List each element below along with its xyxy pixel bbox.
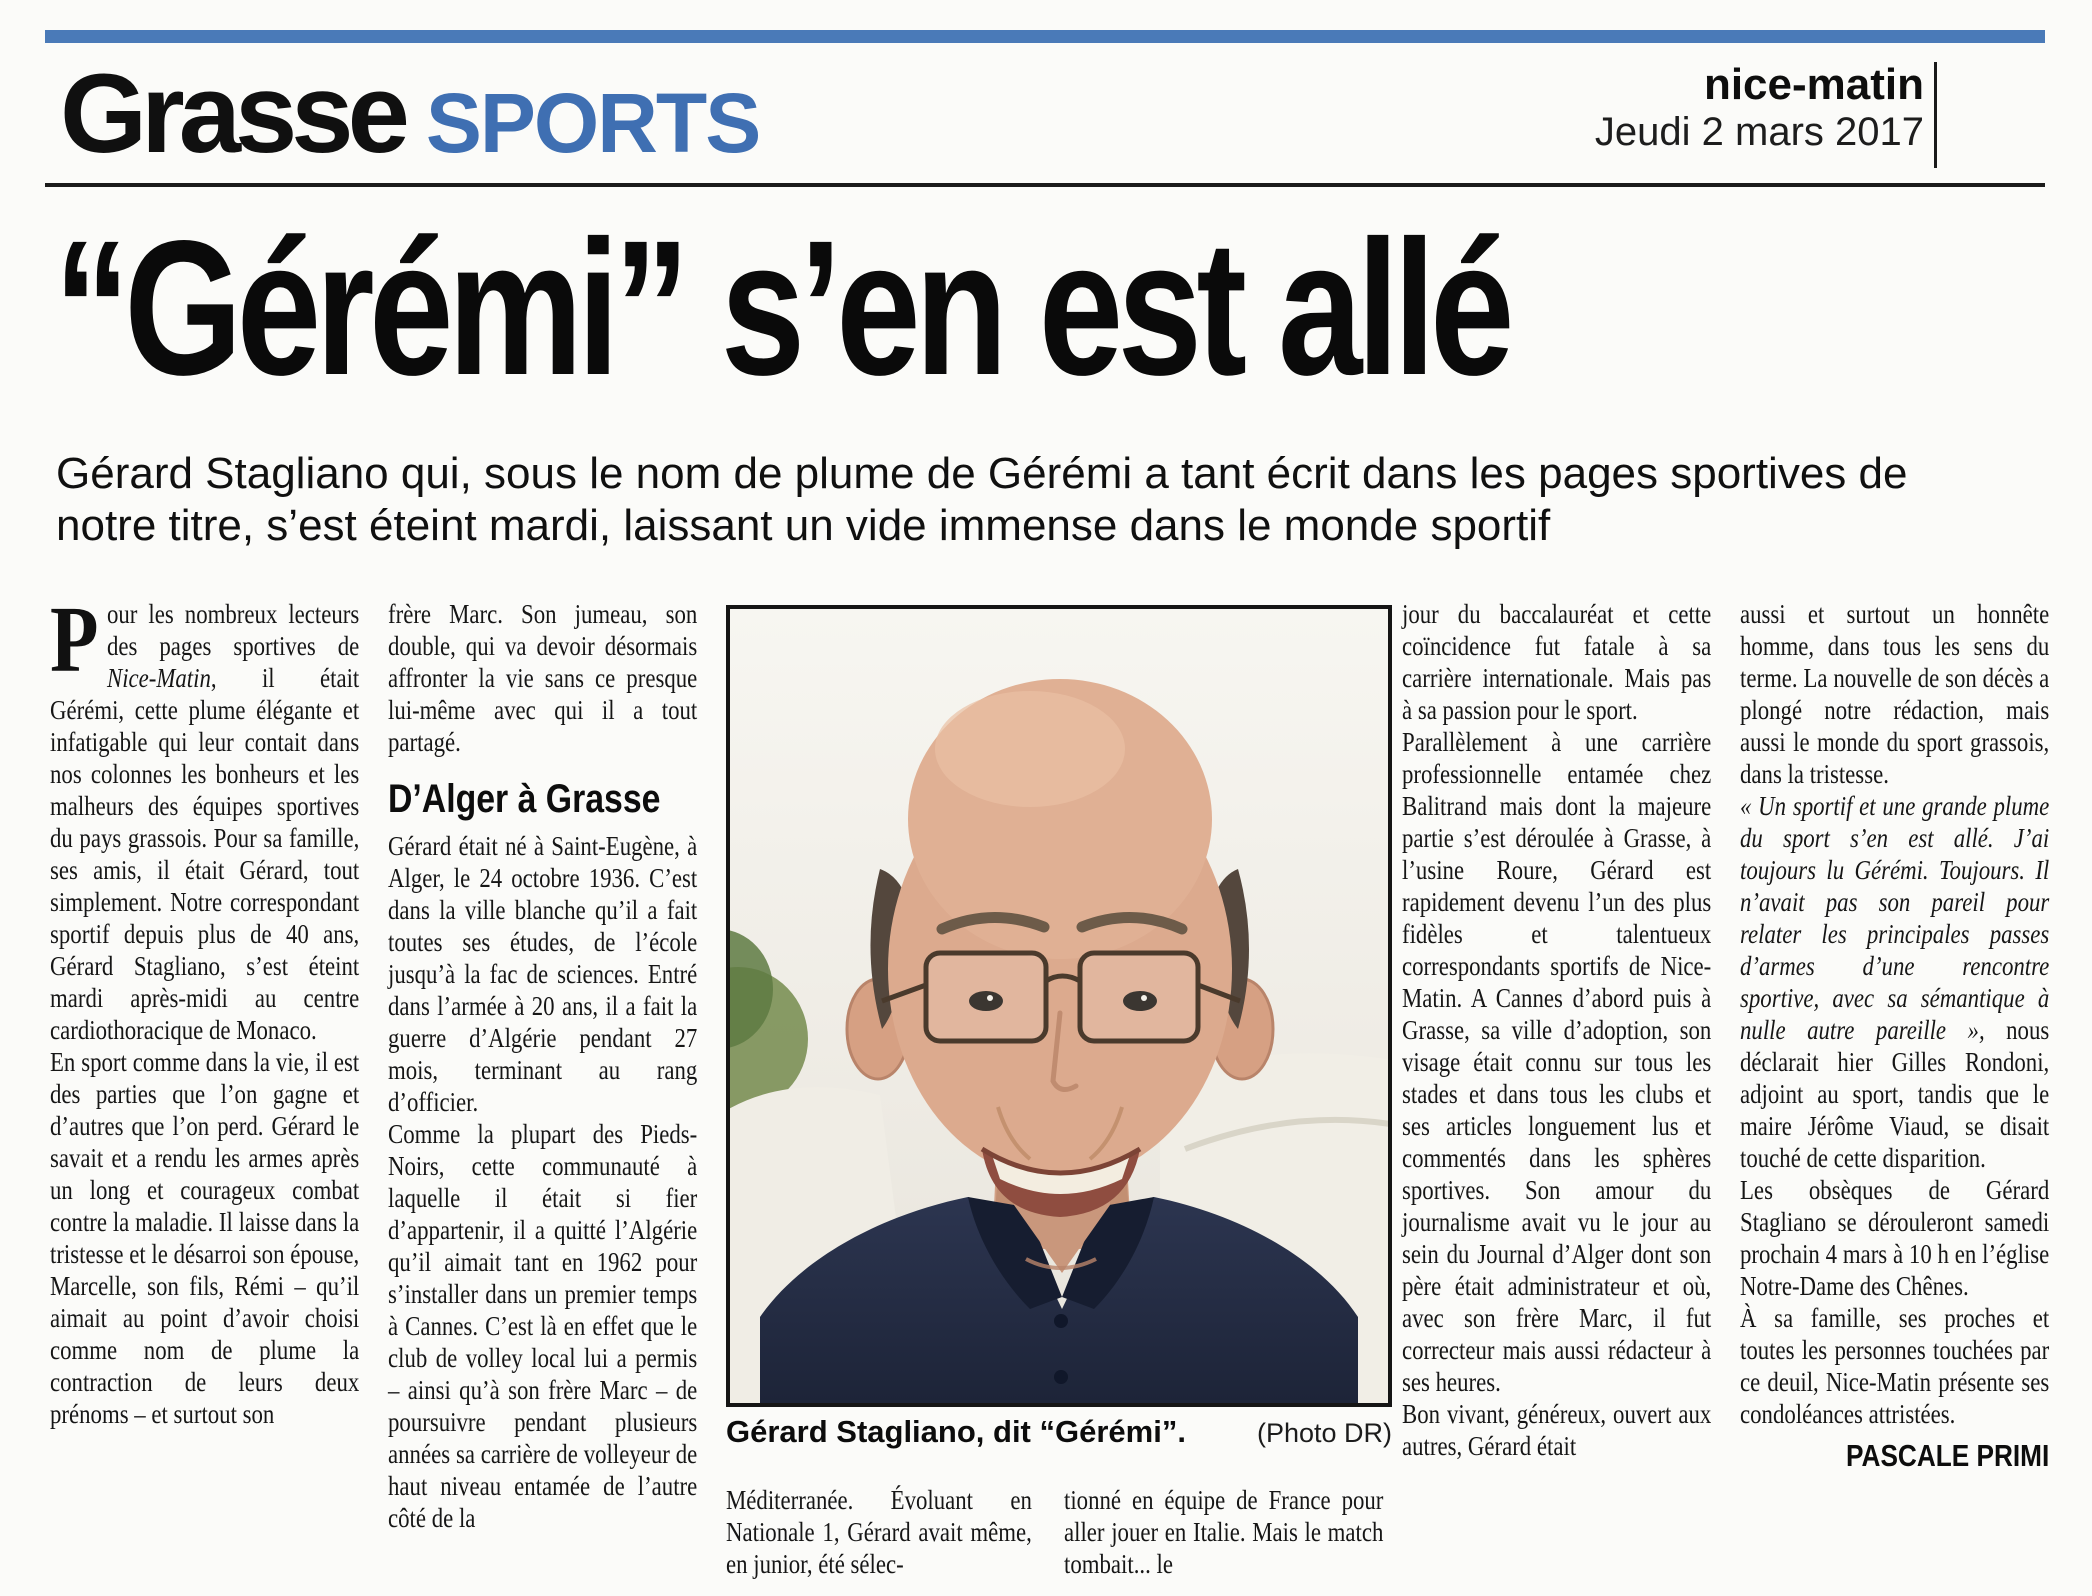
paragraph: Parallèlement à une carrière professionnelle entamée chez Balitrand mais dont la majeure partie s’est déroulée à Grasse, à l’usine Roure, Gérard est rapidement devenu l’un des plus fidèles et talentueux correspondants sportifs de Nice-Matin. A Cannes d’abord puis à Grasse, sa ville d’adoption, son visage était connu sur tous les stades et dans tous les clubs et ses articles longuement lus et commentés dans les sphères sportives. Son amour du journalisme avait vu le jour au sein du Journal d’Alger dont son père était administrateur et où, avec son frère Marc, il fut correcteur mais aussi rédacteur à ses heures. — [1402, 727, 1712, 1397]
paragraph-text: , il était Gérémi, cette plume élégante et infatigable qui leur contait dans nos colonnes les bonheurs et les malheurs des équipes sportives du pays grassois. Pour sa famille, ses amis, il était Gérard, tout simplement. Notre correspondant sportif depuis plus de 40 ans, Gérard Stagliano, s’est éteint mardi après-midi au centre cardiothoracique de Monaco. — [50, 663, 360, 1045]
photo-caption-row — [726, 1414, 1392, 1450]
drop-cap: P — [50, 588, 99, 692]
article-column-5 — [1740, 598, 2049, 1472]
article-column-1 — [50, 588, 360, 1430]
italic-title: Nice-Matin — [106, 663, 211, 693]
paragraph: Bon vivant, généreux, ouvert aux autres, Gérard était — [1402, 1399, 1712, 1461]
paragraph: aussi et surtout un honnête homme, dans tous les sens du terme. La nouvelle de son décès a plongé notre rédaction, mais aussi le monde du sport grassois, dans la tristesse. — [1740, 599, 2050, 789]
article-column-4 — [1402, 598, 1711, 1462]
crosshead-dalger-a-grasse: D’Alger à Grasse — [388, 777, 661, 821]
under-photo-column-right: tionné en équipe de France pour aller jouer en Italie. Mais le match tombait... le — [1064, 1485, 1384, 1579]
paragraph: À sa famille, ses proches et toutes les personnes touchées par ce deuil, Nice-Matin présente ses condoléances attristées. — [1740, 1303, 2050, 1429]
quote-attribution: nous déclarait hier Gilles Rondoni, adjoint au sport, tandis que le maire Jérôme Viaud, se disait touché de cette disparition. — [1740, 1015, 2050, 1173]
byline: PASCALE PRIMI — [1845, 1438, 2050, 1473]
paragraph — [50, 588, 360, 1046]
standfirst: Gérard Stagliano qui, sous le nom de plume de Gérémi a tant écrit dans les pages sportives de notre titre, s’est éteint mardi, laissant un vide immense dans le monde sportif — [56, 449, 1908, 550]
masthead-divider-line — [1934, 62, 1937, 168]
header-rule — [45, 183, 2045, 187]
photo-credit: (Photo DR) — [1256, 1418, 1392, 1448]
portrait-photo-illustration — [730, 609, 1388, 1403]
headline: “Gérémi” s’en est allé — [54, 200, 1509, 415]
masthead-title: nice-matin — [1703, 60, 1924, 109]
section-header — [60, 51, 760, 176]
section-title: Grasse — [60, 51, 404, 176]
masthead — [1595, 60, 1924, 156]
paragraph: Gérard était né à Saint-Eugène, à Alger, le 24 octobre 1936. C’est dans la ville blanche qu’il a fait toutes ses études, de l’école jusqu’à la fac de sciences. Entré dans l’armée à 20 ans, il a fait la guerre d’Algérie pendant 27 mois, terminant au rang d’officier. — [388, 831, 698, 1117]
paragraph: Comme la plupart des Pieds-Noirs, cette communauté à laquelle il était si fier d’appartenir, il a quitté l’Algérie qu’il aimait tant en 1962 pour s’installer dans un premier temps à Cannes. C’est là en effet que le club de volley local lui a permis – ainsi qu’à son frère Marc – de poursuivre pendant plusieurs années sa carrière de volleyeur de haut niveau entamée de l’autre côté de la — [388, 1119, 698, 1533]
paragraph: Les obsèques de Gérard Stagliano se dérouleront samedi prochain 4 mars à 10 h en l’église Notre-Dame des Chênes. — [1740, 1175, 2050, 1301]
masthead-date: Jeudi 2 mars 2017 — [1594, 110, 1924, 155]
top-blue-bar — [45, 30, 2045, 43]
paragraph: jour du baccalauréat et cette coïncidence fut fatale à sa carrière internationale. Mais pas à sa passion pour le sport. — [1402, 599, 1712, 725]
photo-caption: Gérard Stagliano, dit “Gérémi”. — [726, 1414, 1186, 1449]
portrait-photo — [726, 605, 1392, 1407]
paragraph: En sport comme dans la vie, il est des parties que l’on gagne et d’autres que l’on perd. Gérard le savait et a rendu les armes après un long et courageux combat contre la maladie. Il laisse dans la tristesse et le désarroi son épouse, Marcelle, son fils, Rémi – qu’il aimait au point d’avoir choisi comme nom de plume la contraction de leurs deux prénoms – et surtout son — [50, 1047, 360, 1429]
section-label: SPORTS — [425, 76, 760, 170]
article-column-2 — [388, 598, 697, 1534]
paragraph-text: our les nombreux lecteurs des pages sportives de — [106, 599, 360, 661]
quote-text: « Un sportif et une grande plume du sport s’en est allé. J’ai toujours lu Gérémi. Toujours. Il n’avait pas son pareil pour relater les principales passes d’armes d’une rencontre sportive, avec sa sémantique à nulle autre pareille », — [1740, 791, 2050, 1045]
paragraph: frère Marc. Son jumeau, son double, qui va devoir désormais affronter la vie sans ce presque lui-même avec qui il a tout partagé. — [388, 599, 698, 757]
under-photo-column-left: Méditerranée. Évoluant en Nationale 1, Gérard avait même, en junior, été sélec- — [726, 1485, 1032, 1579]
paragraph-quote — [1740, 790, 2049, 1174]
